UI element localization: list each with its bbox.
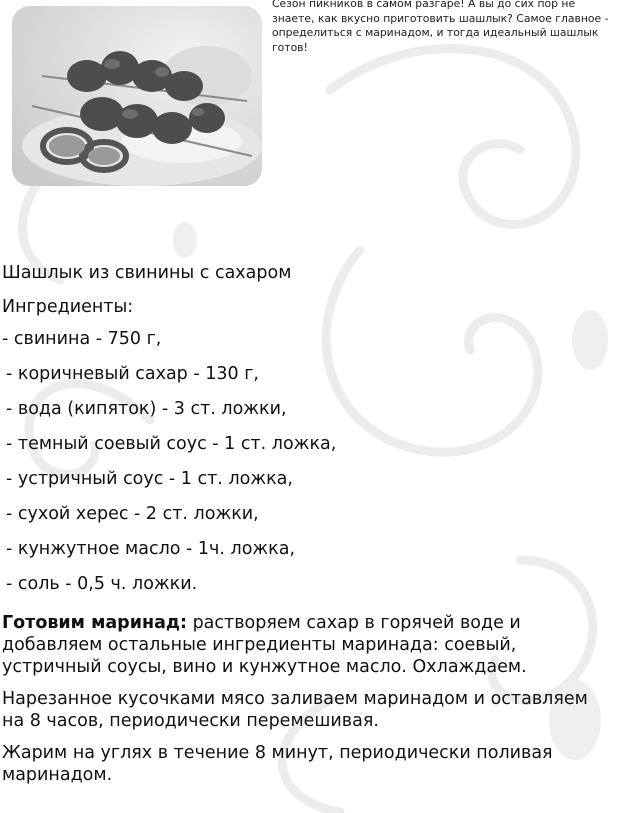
ingredients-list bbox=[2, 328, 614, 596]
marinade-label: Готовим маринад: bbox=[2, 613, 188, 633]
ingredient-item: - темный соевый соус - 1 ст. ложка, bbox=[6, 434, 337, 454]
ingredient-item: - кунжутное масло - 1ч. ложка, bbox=[6, 539, 296, 559]
recipe-section bbox=[2, 260, 614, 786]
shashlik-photo bbox=[12, 6, 262, 186]
marinade-text: растворяем сахар в горячей воде и добавляем остальные ингредиенты маринада: соевый, устричный соусы, вино и кунжутное масло. Охлаждаем. bbox=[2, 613, 527, 677]
ingredient-item: - коричневый сахар - 130 г, bbox=[6, 364, 259, 384]
ingredient-item: - вода (кипяток) - 3 ст. ложки, bbox=[6, 399, 287, 419]
step-grill: Жарим на углях в течение 8 минут, периодически поливая маринадом. bbox=[2, 743, 553, 785]
recipe-title: Шашлык из свинины с сахаром bbox=[2, 263, 292, 283]
ingredient-item: - устричный соус - 1 ст. ложка, bbox=[6, 469, 293, 489]
ingredient-item: - свинина - 750 г, bbox=[2, 329, 162, 349]
step-marinate: Нарезанное кусочками мясо заливаем маринадом и оставляем на 8 часов, периодически перемешивая. bbox=[2, 689, 588, 731]
marinade-paragraph bbox=[2, 612, 614, 678]
ingredients-heading: Ингредиенты: bbox=[2, 297, 134, 317]
intro-block bbox=[272, 0, 612, 55]
intro-text: Сезон пикников в самом разгаре! А вы до сих пор не знаете, как вкусно приготовить шашлык? Самое главное - определиться с маринадом, и тогда идеальный шашлык готов! bbox=[272, 0, 609, 54]
ingredient-item: - соль - 0,5 ч. ложки. bbox=[6, 574, 198, 594]
ingredient-item: - сухой херес - 2 ст. ложки, bbox=[6, 504, 259, 524]
